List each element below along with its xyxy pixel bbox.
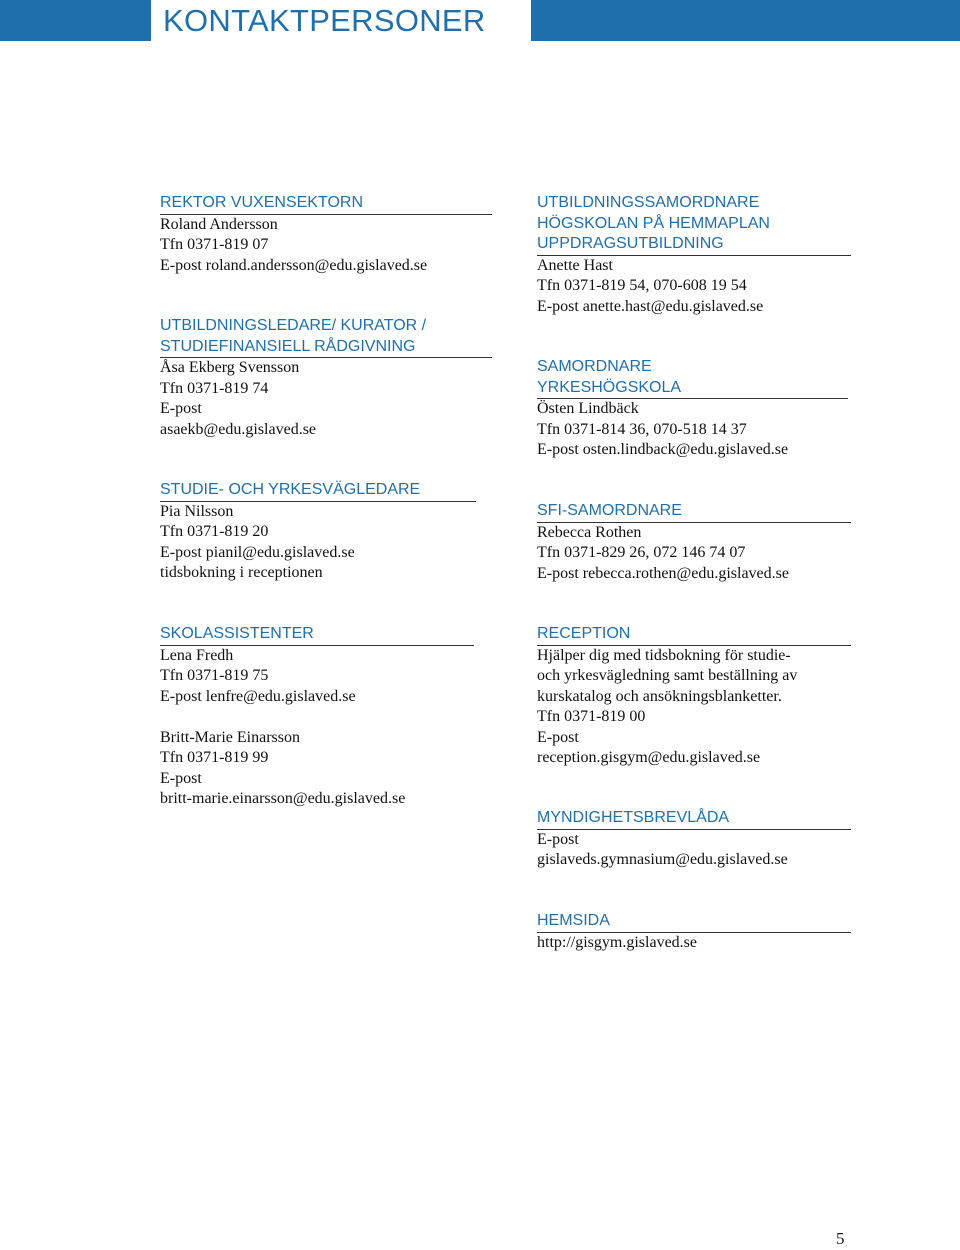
contact-email-label: E-post [160, 400, 202, 417]
contact-name: Britt-Marie Einarsson [160, 728, 300, 746]
contact-phone: Tfn 0371-819 75 [160, 667, 269, 684]
section-hemsida [537, 911, 851, 953]
contact-name: Rebecca Rothen [537, 523, 642, 541]
contact-phone: Tfn 0371-829 26, 072 146 74 07 [537, 544, 746, 561]
contact-note: tidsbokning i receptionen [160, 564, 323, 581]
contact-phone: Tfn 0371-819 54, 070-608 19 54 [537, 277, 747, 294]
contact-email[interactable]: E-post osten.lindback@edu.gislaved.se [537, 441, 789, 458]
section-myndighetsbrevlada [537, 808, 851, 871]
header-band-right [531, 0, 960, 41]
contact-name: Östen Lindbäck [537, 400, 639, 417]
reception-description: kurskatalog och ansökningsblanketter. [537, 687, 782, 705]
contact-phone: Tfn 0371-819 20 [160, 523, 269, 540]
contact-email[interactable]: gislaveds.gymnasium@edu.gislaved.se [537, 851, 788, 868]
page-title: KONTAKTPERSONER [163, 3, 486, 38]
contact-phone: Tfn 0371-819 99 [160, 749, 269, 766]
page-number: 5 [836, 1229, 845, 1248]
section-heading: SFI-SAMORDNARE [537, 501, 851, 523]
section-heading: SKOLASSISTENTER [160, 624, 474, 646]
section-samordnare-yrkeshogskola [537, 357, 848, 461]
section-heading [160, 316, 492, 358]
contact-name: Pia Nilsson [160, 502, 234, 520]
website-link[interactable]: http://gisgym.gislaved.se [537, 933, 697, 951]
reception-description: och yrkesvägledning samt beställning av [537, 667, 798, 684]
section-rektor [160, 193, 492, 276]
contact-name: Anette Hast [537, 256, 613, 274]
section-reception [537, 624, 851, 769]
header-band-left [0, 0, 151, 41]
heading-line: YRKESHÖGSKOLA [537, 378, 682, 396]
contact-email[interactable]: E-post anette.hast@edu.gislaved.se [537, 297, 764, 315]
contact-phone: Tfn 0371-819 00 [537, 708, 646, 725]
contact-email[interactable]: E-post pianil@edu.gislaved.se [160, 543, 355, 561]
reception-description: Hjälper dig med tidsbokning för studie- [537, 646, 791, 664]
heading-line: HÖGSKOLAN PÅ HEMMAPLAN [537, 214, 770, 232]
contact-email[interactable]: asaekb@edu.gislaved.se [160, 420, 317, 438]
section-heading [537, 357, 848, 399]
section-heading [537, 193, 851, 256]
section-heading: RECEPTION [537, 624, 851, 646]
section-heading: MYNDIGHETSBREVLÅDA [537, 808, 851, 830]
contact-email[interactable]: britt-marie.einarsson@edu.gislaved.se [160, 790, 406, 807]
contact-email-label: E-post [537, 728, 579, 746]
contact-email-label: E-post [160, 769, 202, 787]
heading-line: UPPDRAGSUTBILDNING [537, 235, 724, 252]
contact-email[interactable]: reception.gisgym@edu.gislaved.se [537, 749, 761, 766]
section-heading: REKTOR VUXENSEKTORN [160, 193, 492, 215]
heading-line: SAMORDNARE [537, 358, 652, 375]
contact-email[interactable]: E-post rebecca.rothen@edu.gislaved.se [537, 564, 789, 582]
contact-email[interactable]: E-post roland.andersson@edu.gislaved.se [160, 256, 428, 274]
section-studie-yrkesvagledare [160, 480, 476, 584]
contact-email[interactable]: E-post lenfre@edu.gislaved.se [160, 687, 356, 705]
contact-phone: Tfn 0371-819 74 [160, 379, 269, 397]
heading-line: STUDIEFINANSIELL RÅDGIVNING [160, 337, 416, 355]
contact-name: Åsa Ekberg Svensson [160, 359, 300, 376]
contact-phone: Tfn 0371-814 36, 070-518 14 37 [537, 420, 747, 438]
section-utbildningsledare [160, 316, 492, 440]
spacer [160, 707, 474, 728]
contact-phone: Tfn 0371-819 07 [160, 236, 269, 253]
contact-email-label: E-post [537, 830, 579, 848]
contact-name: Lena Fredh [160, 646, 234, 664]
section-utbildningssamordnare [537, 193, 851, 317]
section-heading: HEMSIDA [537, 911, 851, 933]
heading-line: UTBILDNINGSLEDARE/ KURATOR / [160, 317, 427, 334]
section-skolassistenter [160, 624, 474, 810]
section-sfi-samordnare [537, 501, 851, 584]
contact-name: Roland Andersson [160, 215, 278, 233]
heading-line: UTBILDNINGSSAMORDNARE [537, 194, 760, 211]
section-heading: STUDIE- OCH YRKESVÄGLEDARE [160, 480, 476, 502]
